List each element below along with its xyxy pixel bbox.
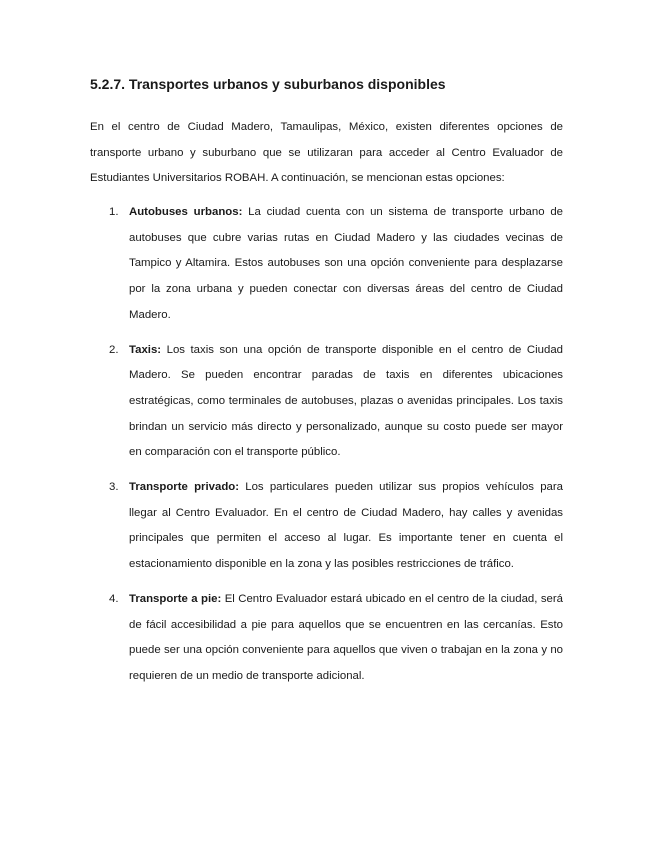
list-item-number: 3. xyxy=(109,481,119,494)
list-item-text: La ciudad cuenta con un sistema de transporte urbano de autobuses que cubre varias rutas en Ciudad Madero y las ciudades vecinas de Tampico y Altamira. Estos autobuses son una opción conveniente para desplazarse por la zona urbana y pueden conectar con diversas áreas del centro de Ciudad Madero. xyxy=(129,206,563,321)
list-item-term: Autobuses urbanos: xyxy=(129,206,243,218)
list-item-term: Transporte privado: xyxy=(129,481,240,494)
list-item xyxy=(90,587,563,690)
list-item-text: El Centro Evaluador estará ubicado en el centro de la ciudad, será de fácil accesibilidad a pie para aquellos que se encuentren en las cercanías. Esto puede ser una opción conveniente para aquellos que viven o trabajan en la zona y no requieren de un medio de transporte adicional. xyxy=(129,592,564,682)
list-item-term: Taxis: xyxy=(129,343,162,356)
list-item-text: Los taxis son una opción de transporte disponible en el centro de Ciudad Madero. Se pueden encontrar paradas de taxis en diferentes ubicaciones estratégicas, como terminales de autobuses, plazas o avenidas principales. Los taxis brindan un servicio más directo y personalizado, aunque su costo puede ser mayor en comparación con el transporte público. xyxy=(129,343,563,459)
list-item-number: 1. xyxy=(109,206,119,218)
list-item-text: Los particulares pueden utilizar sus propios vehículos para llegar al Centro Evaluador. En el centro de Ciudad Madero, hay calles y avenidas principales que permiten el acceso al lugar. Es importante tener en cuenta el estacionamiento disponible en la zona y las posibles restricciones de tráfico. xyxy=(129,481,563,571)
list-item xyxy=(90,200,563,329)
intro-paragraph: En el centro de Ciudad Madero, Tamaulipas, México, existen diferentes opciones de transporte urbano y suburbano que se utilizaran para acceder al Centro Evaluador de Estudiantes Universitarios ROBAH. A continuación, se mencionan estas opciones: xyxy=(90,121,563,185)
list-item xyxy=(90,338,563,467)
list-item-term: Transporte a pie: xyxy=(129,592,222,605)
transport-options-list xyxy=(90,200,563,699)
list-item xyxy=(90,475,563,578)
section-heading: 5.2.7. Transportes urbanos y suburbanos disponibles xyxy=(90,76,446,92)
list-item-number: 4. xyxy=(109,592,119,605)
list-item-number: 2. xyxy=(109,343,119,356)
